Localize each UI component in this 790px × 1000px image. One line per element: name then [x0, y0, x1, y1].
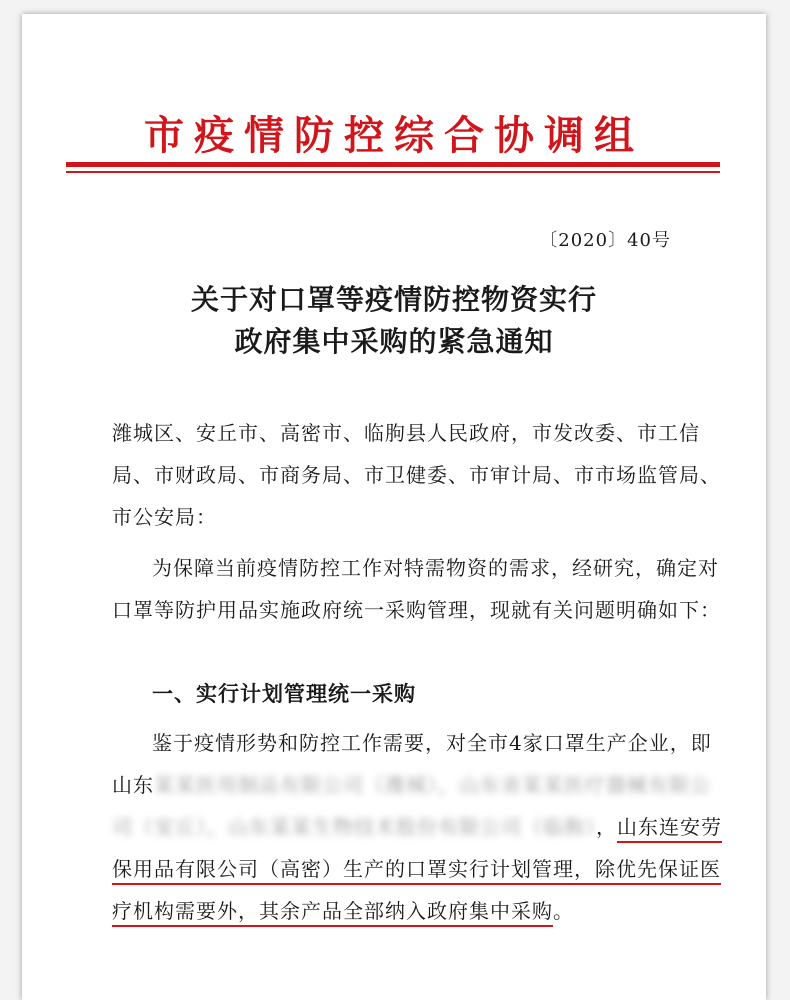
- addressee-paragraph: 潍城区、安丘市、高密市、临朐县人民政府，市发改委、市工信局、市财政局、市商务局、市卫健委、市审计局、市市场监管局、市公安局：: [112, 421, 721, 529]
- redacted-company-names: 某某医用制品有限公司（潍城），山东省某某医疗器械有限公司（安丘），山东某某生物技术股份有限公司（临朐）: [112, 773, 711, 839]
- section-1-text-sep: ，: [596, 815, 617, 839]
- red-header-rule-thin: [66, 171, 720, 173]
- intro-paragraph: 为保障当前疫情防控工作对特需物资的需求，经研究，确定对口罩等防护用品实施政府统一采购管理，现就有关问题明确如下：: [112, 556, 721, 622]
- underlined-highlight-text: 山东连安劳保用品有限公司（高密）生产的口罩实行计划管理，除优先保证医疗机构需要外，其余产品全部纳入政府集中采购: [112, 815, 722, 923]
- section-heading-1: 一、实行计划管理统一采购: [152, 682, 416, 706]
- document-number: 〔2020〕40号: [539, 230, 671, 251]
- section-1-text-end: 。: [553, 899, 574, 923]
- document-title-line-2: 政府集中采购的紧急通知: [234, 325, 554, 358]
- org-title: 市疫情防控综合协调组: [144, 112, 644, 159]
- section-1-text-intro: 鉴于疫情形势和防控工作需要，对全市4家口罩生产企业，即山东: [112, 731, 712, 797]
- document-page: [22, 14, 766, 1000]
- section-1-paragraph: [112, 722, 722, 932]
- red-header-rule-thick: [66, 162, 720, 167]
- document-title-line-1: 关于对口罩等疫情防控物资实行: [190, 283, 597, 316]
